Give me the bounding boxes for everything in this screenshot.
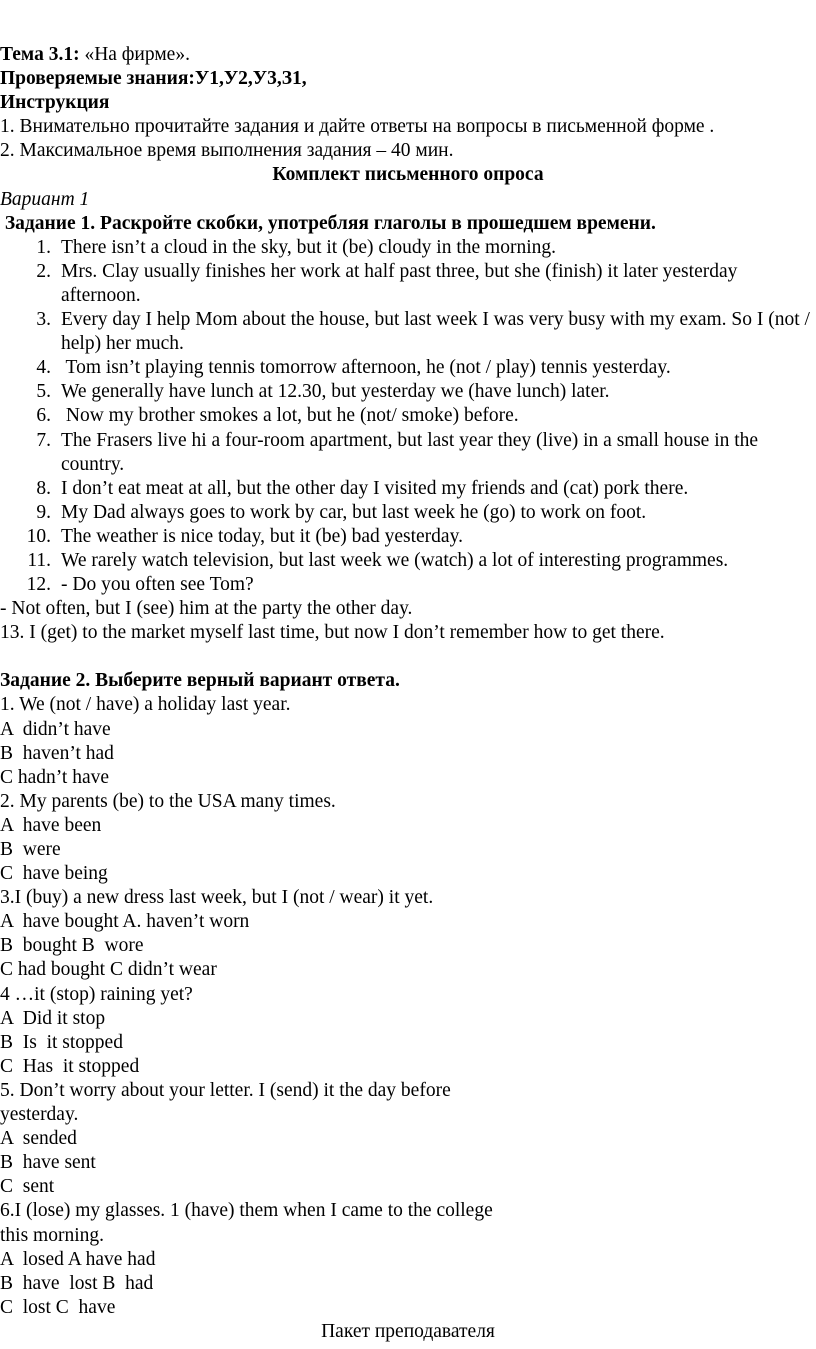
question-line: 6.I (lose) my glasses. 1 (have) them when I came to the college	[0, 1200, 493, 1222]
footer-caption: Пакет преподавателя	[321, 1320, 495, 1342]
answer-option: B Is it stopped	[0, 1031, 123, 1053]
item-number: 2.	[36, 260, 51, 282]
list-item	[0, 308, 816, 356]
instruction-2: 2. Максимальное время выполнения задания – 40 мин.	[0, 140, 454, 162]
item-text: My Dad always goes to work by car, but last week he (go) to work on foot.	[61, 501, 647, 523]
item-number: 11.	[27, 549, 51, 571]
task2-lines	[0, 693, 816, 1319]
item-number: 8.	[36, 477, 51, 499]
answer-option: C hadn’t have	[0, 766, 110, 788]
task1-item-13: 13. I (get) to the market myself last time, but now I don’t remember how to get there.	[0, 622, 665, 644]
item-text: Mrs. Clay usually finishes her work at half past three, but she (finish) it later yesterday afternoon.	[61, 260, 738, 306]
document-page	[0, 43, 816, 1344]
answer-option: A didn’t have	[0, 718, 111, 740]
item-text: The weather is nice today, but it (be) bad yesterday.	[61, 525, 463, 547]
answer-option: B haven’t had	[0, 742, 114, 764]
answer-option: C had bought C didn’t wear	[0, 959, 217, 981]
answer-option: B have lost B had	[0, 1272, 154, 1294]
item-text: Now my brother smokes a lot, but he (not/ smoke) before.	[61, 405, 519, 427]
list-item	[0, 356, 816, 380]
task1-title: Задание 1. Раскройте скобки, употребляя глаголы в прошедшем времени.	[0, 212, 656, 234]
list-item	[0, 429, 816, 477]
task2-title: Задание 2. Выберите верный вариант ответа.	[0, 670, 400, 692]
item-number: 9.	[36, 501, 51, 523]
item-number: 3.	[36, 309, 51, 331]
kit-title: Комплект письменного опроса	[272, 164, 544, 186]
answer-option: B bought B wore	[0, 935, 144, 957]
task1-list	[0, 236, 816, 597]
instruction-title: Инструкция	[0, 92, 110, 114]
item-number: 7.	[36, 429, 51, 451]
item-text: We rarely watch television, but last week we (watch) a lot of interesting programmes.	[61, 549, 729, 571]
question-line: yesterday.	[0, 1104, 79, 1126]
answer-option: A sended	[0, 1128, 77, 1150]
question-line: 5. Don’t worry about your letter. I (send) it the day before	[0, 1079, 451, 1101]
list-item	[0, 380, 816, 404]
question-line: 1. We (not / have) a holiday last year.	[0, 694, 291, 716]
list-item	[0, 404, 816, 428]
item-number: 6.	[36, 405, 51, 427]
question-line: this morning.	[0, 1224, 105, 1246]
item-number: 4.	[36, 357, 51, 379]
variant-label: Вариант 1	[0, 188, 90, 210]
question-line: 4 …it (stop) raining yet?	[0, 983, 193, 1005]
answer-option: C Has it stopped	[0, 1055, 140, 1077]
section-gap	[0, 645, 816, 669]
question-line: 2. My parents (be) to the USA many times.	[0, 790, 336, 812]
answer-option: A Did it stop	[0, 1007, 106, 1029]
item-number: 5.	[36, 381, 51, 403]
item-text: I don’t eat meat at all, but the other day I visited my friends and (cat) pork there.	[61, 477, 689, 499]
answer-option: C have being	[0, 863, 108, 885]
instruction-1: 1. Внимательно прочитайте задания и дайте ответы на вопросы в письменной форме .	[0, 116, 715, 138]
answer-option: C lost C have	[0, 1296, 116, 1318]
topic-text: «На фирме».	[79, 44, 190, 65]
item-text: - Do you often see Tom?	[61, 574, 254, 596]
list-item	[0, 236, 816, 260]
item-text: Every day I help Mom about the house, but last week I was very busy with my exam. So I (not / help) her much.	[61, 309, 810, 355]
item-text: We generally have lunch at 12.30, but yesterday we (have lunch) later.	[61, 381, 610, 403]
answer-option: C sent	[0, 1176, 55, 1198]
item-text: Tom isn’t playing tennis tomorrow afternoon, he (not / play) tennis yesterday.	[61, 357, 671, 379]
list-item	[0, 501, 816, 525]
item-number: 1.	[36, 236, 51, 258]
task1-answer-line: - Not often, but I (see) him at the party the other day.	[0, 598, 413, 620]
topic-label: Тема 3.1:	[0, 44, 80, 65]
answer-option: A have been	[0, 814, 102, 836]
answer-option: A losed A have had	[0, 1248, 156, 1270]
item-text: There isn’t a cloud in the sky, but it (be) cloudy in the morning.	[61, 236, 556, 258]
answer-option: A have bought A. haven’t worn	[0, 911, 250, 933]
knowledge-line: Проверяемые знания:У1,У2,У3,З1,	[0, 68, 307, 90]
list-item	[0, 525, 816, 549]
list-item	[0, 477, 816, 501]
item-number: 10.	[26, 525, 51, 547]
list-item	[0, 573, 816, 597]
item-number: 12.	[26, 574, 51, 596]
answer-option: B have sent	[0, 1152, 96, 1174]
list-item	[0, 549, 816, 573]
answer-option: B were	[0, 839, 61, 860]
topic-line	[0, 43, 816, 67]
question-line: 3.I (buy) a new dress last week, but I (not / wear) it yet.	[0, 887, 434, 909]
item-text: The Frasers live hi a four-room apartment, but last year they (live) in a small house in the country.	[61, 429, 759, 475]
list-item	[0, 260, 816, 308]
